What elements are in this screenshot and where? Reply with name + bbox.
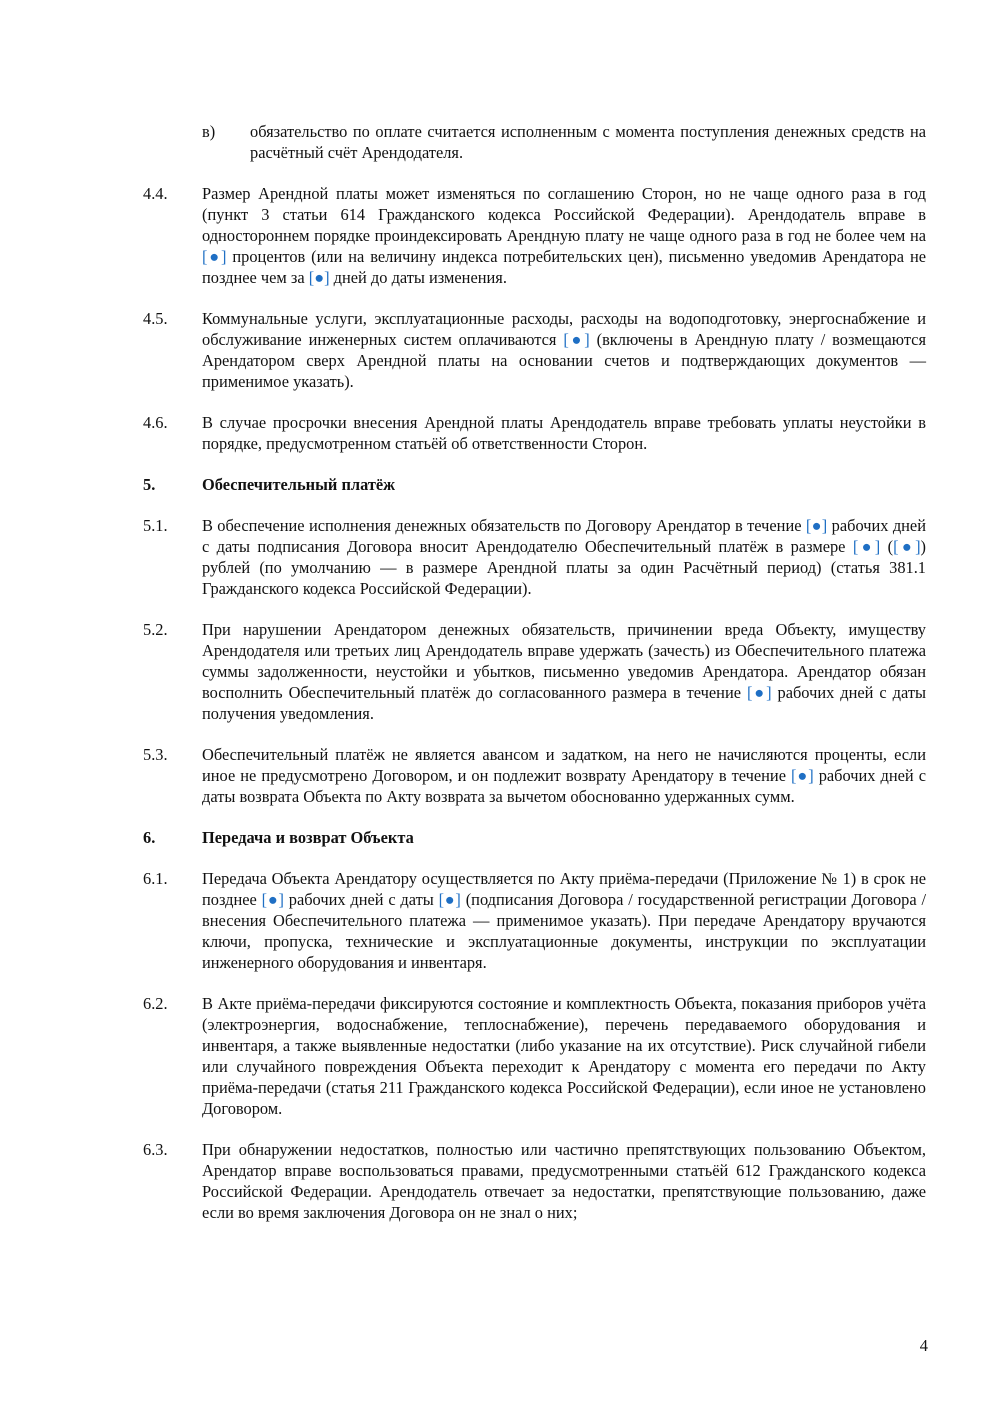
placeholder-marker: [●] — [202, 247, 227, 266]
clause-text — [202, 308, 926, 392]
text-segment: обязательство по оплате считается исполненным с момента поступления денежных средств на расчётный счёт Арендодателя. — [250, 122, 926, 162]
text-segment: Обеспечительный платёж не является авансом и задатком, на него не начисляются проценты, если иное не предусмотрено Договором, и он подлежит возврату Арендатору в течение — [202, 745, 926, 785]
section-title: Передача и возврат Объекта — [202, 828, 414, 847]
text-segment: Коммунальные услуги, эксплуатационные расходы, расходы на водоподготовку, энергоснабжение и обслуживание инженерных систем оплачиваются — [202, 309, 926, 349]
text-segment: дней до даты изменения. — [329, 268, 507, 287]
placeholder-marker: [●] — [893, 537, 921, 556]
clause-text — [202, 868, 926, 973]
clause-number: 6.2. — [143, 994, 168, 1013]
clause — [0, 744, 1000, 807]
placeholder-marker: [●] — [791, 766, 814, 785]
text-segment: В Акте приёма-передачи фиксируются состояние и комплектность Объекта, показания приборов учёта (электроэнергия, водоснабжение, теплоснабжение), перечень передаваемого оборудования и инвентаря, а также выявленные недостатки (либо указание на их отсутствие). Риск случайной гибели или случайного повреждения Объекта переходит к Арендатору с момента его передачи по Акту приёма-передачи (статья 211 Гражданского кодекса Российской Федерации), если иное не установлено Договором. — [202, 994, 926, 1118]
text-segment: рабочих дней с даты подписания Договора вносит Арендодателю Обеспечительный платёж в размере — [202, 516, 926, 556]
placeholder-marker: [●] — [438, 890, 461, 909]
section-number: 6. — [143, 828, 156, 847]
clause-number: 4.4. — [143, 184, 168, 203]
clause-number: 6.1. — [143, 869, 168, 888]
section-heading — [0, 827, 1000, 848]
text-segment: ) рублей (по умолчанию — в размере Арендной платы за один Расчётный период) (статья 381.1 Гражданского кодекса Российской Федерации). — [202, 537, 927, 598]
section-number: 5. — [143, 475, 156, 494]
clause-number: 4.6. — [143, 413, 168, 432]
clause — [0, 619, 1000, 724]
clause-text — [202, 993, 926, 1119]
text-segment: (включены в Арендную плату / возмещаются Арендатором сверх Арендной платы на основании счетов и подтверждающих документов — применимое указать). — [202, 330, 926, 391]
document-body — [0, 121, 1000, 1243]
clause-text — [202, 515, 926, 599]
clause-text — [202, 744, 926, 807]
text-segment: ( — [880, 537, 894, 556]
placeholder-marker: [●] — [261, 890, 284, 909]
subclause — [0, 121, 1000, 163]
placeholder-marker: [●] — [805, 516, 828, 535]
text-segment: При обнаружении недостатков, полностью или частично препятствующих пользованию Объектом, Арендатор вправе воспользоваться правами, предусмотренными статьёй 612 Гражданского кодекса Российской Федерации. Арендодатель отвечает за недостатки, препятствующие пользованию, даже если во время заключения Договора он не знал о них; — [202, 1140, 926, 1222]
text-segment: рабочих дней с даты возврата Объекта по Акту возврата за вычетом обоснованно удержанных сумм. — [202, 766, 926, 806]
text-segment: Размер Арендной платы может изменяться по соглашению Сторон, но не чаще одного раза в год (пункт 3 статьи 614 Гражданского кодекса Российской Федерации). Арендодатель вправе в одностороннем порядке проиндексировать Арендную плату не чаще одного раза в год не более чем на — [202, 184, 926, 245]
text-segment: процентов (или на величину индекса потребительских цен), письменно уведомив Арендатора не позднее чем за — [202, 247, 926, 287]
clause-text — [202, 183, 926, 288]
text-segment: рабочих дней с даты получения уведомления. — [202, 683, 926, 723]
clause — [0, 308, 1000, 392]
placeholder-marker: [●] — [852, 537, 881, 556]
placeholder-marker: [●] — [746, 683, 772, 702]
clause — [0, 1139, 1000, 1223]
clause-text — [202, 619, 926, 724]
section-title: Обеспечительный платёж — [202, 475, 396, 494]
section-heading — [0, 474, 1000, 495]
clause-number: 5.1. — [143, 516, 168, 535]
page-number: 4 — [919, 1336, 928, 1355]
text-segment: В случае просрочки внесения Арендной платы Арендодатель вправе требовать уплаты неустойки в порядке, предусмотренном статьёй об ответственности Сторон. — [202, 413, 926, 453]
clause-text — [250, 121, 926, 163]
text-segment: При нарушении Арендатором денежных обязательств, причинении вреда Объекту, имуществу Арендодателя или третьих лиц Арендодатель вправе удержать (зачесть) из Обеспечительного платежа суммы задолженности, неустойки и убытков, письменно уведомив Арендатора. Арендатор обязан восполнить Обеспечительный платёж до согласованного размера в течение — [202, 620, 926, 702]
clause — [0, 412, 1000, 454]
clause-number: 6.3. — [143, 1140, 168, 1159]
clause-number: 4.5. — [143, 309, 168, 328]
text-segment: (подписания Договора / государственной регистрации Договора / внесения Обеспечительного платежа — применимое указать). При передаче Арендатору вручаются ключи, пропуска, технические и эксплуатационные документы, инструкции по эксплуатации инженерного оборудования и инвентаря. — [202, 890, 926, 972]
clause-number: в) — [202, 122, 216, 141]
text-segment: В обеспечение исполнения денежных обязательств по Договору Арендатор в течение — [202, 516, 806, 535]
clause-text — [202, 412, 926, 454]
text-segment: Передача Объекта Арендатору осуществляется по Акту приёма-передачи (Приложение № 1) в срок не позднее — [202, 869, 926, 909]
clause-text — [202, 1139, 926, 1223]
clause — [0, 183, 1000, 288]
clause — [0, 993, 1000, 1119]
placeholder-marker: [●] — [563, 330, 590, 349]
clause-number: 5.2. — [143, 620, 168, 639]
text-segment: рабочих дней с даты — [283, 890, 439, 909]
clause — [0, 515, 1000, 599]
clause-number: 5.3. — [143, 745, 168, 764]
placeholder-marker: [●] — [308, 268, 330, 287]
clause — [0, 868, 1000, 973]
